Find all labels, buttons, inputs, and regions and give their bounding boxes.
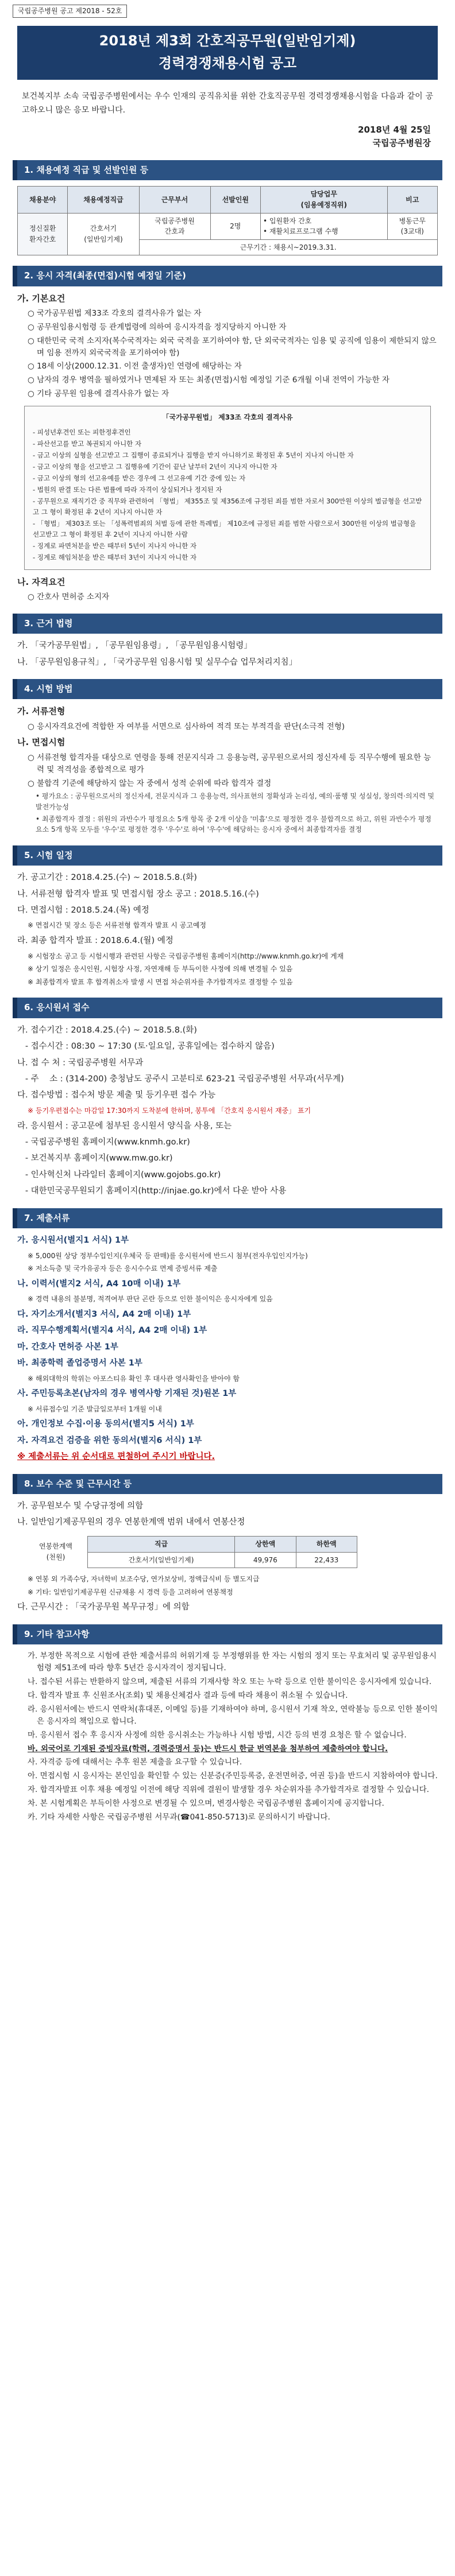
list-item: 다. 면접시험 : 2018.5.24.(목) 예정 — [17, 906, 149, 915]
list-item: 다. 합격자 발표 후 신원조사(조회) 및 채용신체검사 결과 등에 따라 채용이 취소될 수 있습니다. — [28, 1690, 348, 1700]
section-9-header: 9. 기타 참고사항 — [13, 1624, 442, 1644]
col-dept: 근무부서 — [139, 187, 210, 213]
list-item: - 접수시간 : 08:30 ~ 17:30 (토·일요일, 공휴일에는 접수하지 않음) — [17, 1042, 275, 1052]
list-item: 카. 기타 자세한 사항은 국립공주병원 서무과(☎041-850-5713)로 문의하시기 바랍니다. — [28, 1813, 330, 1822]
list-item: 가. 응시원서(별지1 서식) 1부 — [17, 1236, 129, 1246]
list-item: ○ 서류전형 합격자를 대상으로 연령을 통해 전문지식과 그 응용능력, 공무원으로서의 정신자세 등 직무수행에 필요한 능력 및 적격성을 종합적으로 평가 — [28, 752, 431, 774]
col-field: 채용분야 — [18, 187, 68, 213]
box-line: - 피성년후견인 또는 피한정후견인 — [33, 428, 131, 437]
cell-upper: 49,976 — [235, 1552, 296, 1568]
cell-count: 2명 — [210, 213, 260, 239]
box-line: - 파산선고를 받고 복권되지 아니한 자 — [33, 440, 142, 448]
cell-field: 정신질환 환자간호 — [18, 213, 68, 255]
section-5-header: 5. 시험 일정 — [13, 845, 442, 866]
note-line: ※ 해외대학의 학위는 아포스티유 확인 후 대사관 영사확인을 받아야 함 — [28, 1374, 240, 1383]
col-grade: 직급 — [88, 1536, 235, 1552]
note-line: ※ 기타: 일반임기제공무원 신규채용 시 경력 등을 고려하여 연봉책정 — [28, 1588, 233, 1596]
signature — [13, 123, 442, 150]
table-header-row — [18, 187, 438, 213]
list-item: 라. 최종 합격자 발표 : 2018.6.4.(월) 예정 — [17, 936, 173, 946]
col-note: 비고 — [387, 187, 437, 213]
recruit-table — [17, 186, 438, 255]
list-item: 라. 응시원서 : 공고문에 첨부된 응시원서 양식을 사용, 또는 — [17, 1121, 232, 1131]
table-row — [88, 1552, 357, 1568]
box-line: - 금고 이상의 형을 선고받고 그 집행유예 기간이 끝난 날부터 2년이 지나지 아니한 자 — [33, 462, 277, 471]
cell-note: 병동근무 (3교대) — [387, 213, 437, 239]
sec2-ga: 가. 기본요건 — [17, 293, 65, 304]
list-item: 다. 자기소개서(별지3 서식, A4 2매 이내) 1부 — [17, 1309, 191, 1319]
sec2-na: 나. 자격요건 — [17, 576, 65, 587]
notice-number: 국립공주병원 공고 제2018 - 52호 — [13, 5, 127, 18]
cell-duties: • 입원환자 간호 • 재활치료프로그램 수행 — [261, 213, 388, 239]
box-line: - 징계로 파면처분을 받은 때부터 5년이 지나지 아니한 자 — [33, 541, 197, 550]
list-item: ○ 18세 이상(2000.12.31. 이전 출생자)인 연령에 해당하는 자 — [28, 362, 242, 371]
list-item: 나. 이력서(별지2 서식, A4 10매 이내) 1부 — [17, 1279, 181, 1289]
cell-grade: 간호서기 (일반임기제) — [68, 213, 139, 255]
section-1-header: 1. 채용예정 직급 및 선발인원 등 — [13, 160, 442, 180]
list-item: 나. 접 수 처 : 국립공주병원 서무과 — [17, 1058, 144, 1068]
note-line: • 평가요소 : 공무원으로서의 정신자세, 전문지식과 그 응용능력, 의사표현의 정확성과 논리성, 예의·품행 및 성실성, 창의력·의지력 및 발전가능성 — [36, 792, 435, 812]
list-item: ○ 공무원임용시험령 등 관계법령에 의하여 응시자격을 정지당하지 아니한 자 — [28, 322, 287, 332]
section-6-header: 6. 응시원서 접수 — [13, 998, 442, 1018]
col-grade: 채용예정직급 — [68, 187, 139, 213]
list-item: 마. 간호사 면허증 사본 1부 — [17, 1342, 118, 1352]
list-item: - 주 소 : (314-200) 충청남도 공주시 고분티로 623-21 국립공주병원 서무과(서무계) — [17, 1074, 344, 1084]
list-item: 다. 접수방법 : 접수처 방문 제출 및 등기우편 접수 가능 — [17, 1091, 216, 1100]
table-row — [18, 213, 438, 239]
col-lower: 하한액 — [296, 1536, 357, 1552]
cell-dept: 국립공주병원 간호과 — [139, 213, 210, 239]
list-item: ○ 응시자격요건에 적합한 자 여부를 서면으로 심사하여 적격 또는 부적격을 판단(소극적 전형) — [28, 721, 345, 731]
list-item: 가. 접수기간 : 2018.4.25.(수) ~ 2018.5.8.(화) — [17, 1025, 197, 1035]
title-line-1: 2018년 제3회 간호직공무원(일반임기제) — [18, 27, 437, 53]
recruit-table-wrap — [13, 186, 442, 255]
list-item: 차. 본 시험계획은 부득이한 사정으로 변경될 수 있으며, 변경사항은 국립공주병원 홈페이지에 공지합니다. — [28, 1799, 384, 1809]
col-upper: 상한액 — [235, 1536, 296, 1552]
list-item: ○ 불합격 기준에 해당하지 않는 자 중에서 성적 순위에 따라 합격자 결정 — [28, 778, 272, 788]
box-line: - 징계로 해임처분을 받은 때부터 3년이 지나지 아니한 자 — [33, 553, 197, 561]
note-line: ※ 경력 내용의 불분명, 적격여부 판단 곤란 등으로 인한 불이익은 응시자에게 있음 — [28, 1295, 273, 1303]
box-line: - 공무원으로 재직기간 중 직무와 관련하여 「형법」 제355조 및 제356조에 규정된 죄를 범한 자로서 300만원 이상의 벌금형을 선고받고 그 형이 확정된 후 2년이 지나지 아니한 자 — [33, 496, 422, 516]
section-3-header: 3. 근거 법령 — [13, 614, 442, 634]
list-item: ○ 기타 공무원 임용에 결격사유가 없는 자 — [28, 389, 169, 399]
note-line: ※ 5,000원 상당 정부수입인지(우체국 등 판매)를 응시원서에 반드시 첨부(전자우입인지가능) — [28, 1251, 308, 1260]
link-homepage-mw[interactable]: - 보건복지부 홈페이지(www.mw.go.kr) — [17, 1154, 173, 1163]
salary-block — [13, 1533, 442, 1572]
list-item: 나. 서류전형 합격자 발표 및 면접시험 장소 공고 : 2018.5.16.(수) — [17, 889, 259, 899]
table-header-row — [88, 1536, 357, 1552]
list-item: 가. 공무원보수 및 수당규정에 의함 — [17, 1502, 144, 1511]
link-homepage-injae[interactable]: - 대한민국공무원되기 홈페이지(http://injae.go.kr)에서 다운 받아 사용 — [17, 1186, 287, 1196]
sec4-ga: 가. 서류전형 — [17, 706, 65, 717]
box-line: - 법원의 판결 또는 다른 법률에 따라 자격이 상실되거나 정지된 자 — [33, 485, 222, 494]
list-item: 나. 접수된 서류는 반환하지 않으며, 제출된 서류의 기재사항 착오 또는 누락 등으로 인한 불이익은 응시자에게 있습니다. — [28, 1677, 432, 1686]
salary-label: 연봉한계액 (천원) — [39, 1542, 72, 1562]
disqualification-box — [24, 406, 431, 569]
list-item: 가. 「국가공무원법」, 「공무원임용령」, 「공무원임용시험령」 — [17, 641, 252, 651]
list-item: 사. 자격증 등에 대해서는 추후 원본 제출을 요구할 수 있습니다. — [28, 1758, 242, 1767]
box-line: - 「형법」 제303조 또는 「성폭력범죄의 처벌 등에 관한 특례법」 제10조에 규정된 죄를 범한 사람으로서 300만원 이상의 벌금형을 선고받고 그 형이 확정된 후 2년이 지나지 아니한 사람 — [33, 519, 417, 538]
link-homepage-knmh[interactable]: - 국립공주병원 홈페이지(www.knmh.go.kr) — [17, 1137, 190, 1147]
note-line: ※ 연봉 외 가족수당, 자녀학비 보조수당, 연가보상비, 정액급식비 등 별도지급 — [28, 1575, 260, 1584]
note-line: ※ 서류접수일 기준 발급일로부터 1개월 이내 — [28, 1405, 162, 1413]
list-item: 사. 주민등록초본(남자의 경우 병역사항 기재된 것)원본 1부 — [17, 1389, 237, 1399]
link-homepage-gojobs[interactable]: - 인사혁신처 나라일터 홈페이지(www.gojobs.go.kr) — [17, 1170, 221, 1180]
list-item: 마. 응시원서 접수 후 응시자 사정에 의한 응시취소는 가능하나 시험 방법, 시간 등의 변경 요청은 할 수 없습니다. — [28, 1730, 407, 1740]
list-item: 바. 외국어로 기재된 증빙자료(학력, 경력증명서 등)는 반드시 한글 번역본을 첨부하여 제출하여야 합니다. — [28, 1744, 388, 1753]
section-2-header: 2. 응시 자격(최종(면접)시험 예정일 기준) — [13, 266, 442, 286]
list-item: 아. 개인정보 수집·이용 동의서(별지5 서식) 1부 — [17, 1419, 194, 1429]
note-line: ※ 등기우편접수는 마감일 17:30까지 도착분에 한하며, 봉투에 「간호직 응시원서 재중」 표기 — [28, 1106, 311, 1115]
box-line: - 금고 이상의 형의 선고유예를 받은 경우에 그 선고유예 기간 중에 있는 자 — [33, 474, 246, 482]
submission-warning: ※ 제출서류는 위 순서대로 편철하여 주시기 바랍니다. — [17, 1452, 215, 1462]
note-line: ※ 저소득층 및 국가유공자 등은 응시수수료 면제 증빙서류 제출 — [28, 1264, 218, 1273]
notice-date: 2018년 4월 25일 — [358, 124, 431, 135]
list-item: 자. 합격자발표 이후 채용 예정일 이전에 해당 직위에 결원이 발생할 경우 차순위자를 추가합격자로 결정할 수 있습니다. — [28, 1785, 429, 1795]
sec4-na: 나. 면접시험 — [17, 737, 65, 748]
note-line: ※ 면접시간 및 장소 등은 서류전형 합격자 발표 시 공고예정 — [28, 921, 207, 930]
list-item: 라. 직무수행계획서(별지4 서식, A4 2매 이내) 1부 — [17, 1326, 207, 1336]
list-item: ○ 남자의 경우 병역을 필하였거나 면제된 자 또는 최종(면접)시험 예정일 기준 6개월 이내 전역이 가능한 자 — [28, 375, 390, 385]
cell-term: 근무기간 : 채용시~2019.3.31. — [139, 239, 438, 255]
intro-text: 보건복지부 소속 국립공주병원에서는 우수 인재의 공직유치를 위한 간호직공무원 경력경쟁채용시험을 다음과 같이 공고하오니 많은 응모 바랍니다. — [22, 91, 433, 115]
note-line: • 최종합격자 결정 : 위원의 과반수가 평정요소 5개 항목 중 2개 이상을 '미흡'으로 평정한 경우 불합격으로 하고, 위원 과반수가 평정요소 5개 항목 모두를 '우수'로 평정한 경우 '우수'로 하여 '우수'에 해당하는 응시자 중에서 최종합격자를 결정 — [36, 814, 431, 834]
box-line: - 금고 이상의 실형을 선고받고 그 집행이 종료되거나 집행을 받지 아니하기로 확정된 후 5년이 지나지 아니한 자 — [33, 451, 354, 459]
list-item: 라. 응시원서에는 반드시 연락처(휴대폰, 이메일 등)를 기재하여야 하며, 응시원서 기재 착오, 연락불능 등으로 인한 불이익은 응시자의 책임으로 합니다. — [28, 1704, 438, 1726]
salary-table — [87, 1536, 357, 1568]
note-line: ※ 시험장소 공고 등 시험시행과 관련된 사항은 국립공주병원 홈페이지(http://www.knmh.go.kr)에 게재 — [28, 952, 344, 960]
title-line-2: 경력경쟁채용시험 공고 — [18, 53, 437, 79]
list-item: ○ 국가공무원법 제33조 각호의 결격사유가 없는 자 — [28, 308, 202, 318]
list-item: 가. 공고기간 : 2018.4.25.(수) ~ 2018.5.8.(화) — [17, 873, 197, 883]
notice-org: 국립공주병원장 — [372, 137, 431, 148]
cell-grade: 간호서기(일반임기제) — [88, 1552, 235, 1568]
list-item: 바. 최종학력 졸업증명서 사본 1부 — [17, 1359, 142, 1368]
list-item: 자. 자격요건 검증을 위한 동의서(별지6 서식) 1부 — [17, 1436, 202, 1445]
list-item: 아. 면접시험 시 응시자는 본인임을 확인할 수 있는 신분증(주민등록증, 운전면허증, 여권 등)을 반드시 지참하여야 합니다. — [28, 1771, 438, 1781]
list-item: 가. 부정한 목적으로 시험에 관한 제출서류의 허위기재 등 부정행위를 한 자는 시험의 정지 또는 무효처리 및 공무원임용시험령 제51조에 따라 향후 5년간 응시자격이 정지됩니다. — [28, 1651, 437, 1673]
title-box — [17, 26, 438, 80]
cell-lower: 22,433 — [296, 1552, 357, 1568]
list-item: ○ 간호사 면허증 소지자 — [28, 592, 110, 602]
section-7-header: 7. 제출서류 — [13, 1208, 442, 1228]
note-line: ※ 상기 일정은 응시인원, 시험장 사정, 자연재해 등 부득이한 사정에 의해 변경될 수 있음 — [28, 965, 293, 973]
section-4-header: 4. 시험 방법 — [13, 679, 442, 699]
list-item: 나. 일반임기제공무원의 경우 연봉한계액 범위 내에서 연봉산정 — [17, 1518, 245, 1527]
list-item: 나. 「공무원임용규칙」, 「국가공무원 임용시험 및 실무수습 업무처리지침」 — [17, 657, 298, 667]
note-line: ※ 최종합격자 발표 후 합격취소자 발생 시 면접 차순위자를 추가합격자로 결정할 수 있음 — [28, 977, 293, 986]
box-title: 「국가공무원법」 제33조 각호의 결격사유 — [162, 413, 293, 422]
section-8-header: 8. 보수 수준 및 근무시간 등 — [13, 1474, 442, 1494]
list-item: ○ 대한민국 국적 소지자(복수국적자는 외국 국적을 포기하여야 함, 단 외국국적자는 임용 및 공직에 임용이 제한되지 않으며 임용 전까지 외국국적을 포기하여야 함) — [28, 336, 437, 358]
col-duties: 담당업무 (임용예정직위) — [261, 187, 388, 213]
list-item: 다. 근무시간 : 「국가공무원 복무규정」에 의함 — [17, 1603, 190, 1612]
col-count: 선발인원 — [210, 187, 260, 213]
